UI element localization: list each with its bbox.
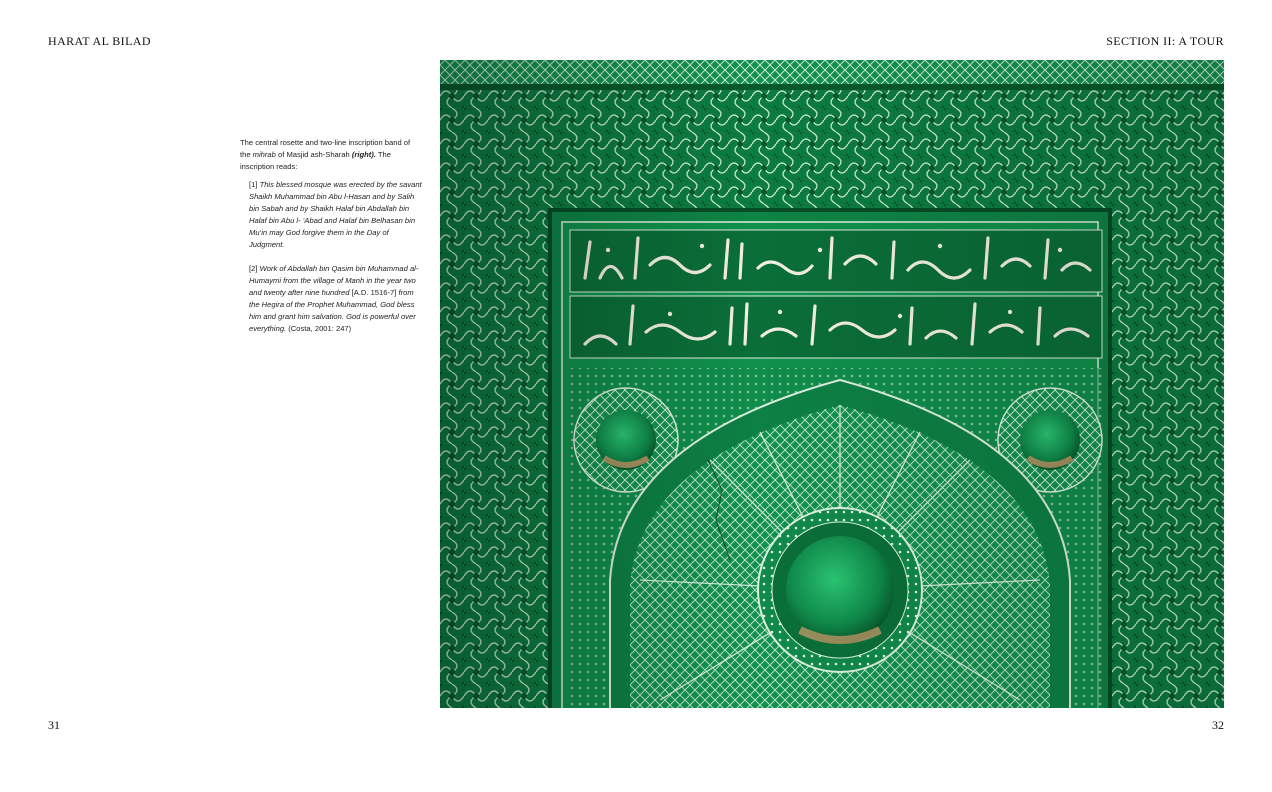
- page-number-right: 32: [1212, 718, 1224, 732]
- mihrab-photo: [440, 60, 1224, 708]
- photo-caption: [240, 137, 422, 347]
- inscription-line-2: [2] Work of Abdallah bin Qasim bin Muhammad al-Humaymi from the village of Manh in the year two and twenty after nine hundred [A.D. 1516-7] from the Hegira of the Prophet Muhammad, God bless him and grant him salvation. God is powerful over everything. (Costa, 2001: 247): [249, 264, 419, 333]
- page-number-left: 31: [48, 718, 60, 732]
- caption-intro: The central rosette and two-line inscription band of the mihrab of Masjid ash-Sharah (right). The inscription reads:: [240, 138, 411, 171]
- inscription-line-1: [1] This blessed mosque was erected by the savant Shaikh Muhammad bin Abu l-Hasan and by Salih bin Sabah and by Shaikh Halaf bin Abdallah bin Halaf bin Abu l- ‘Abad and Halaf bin Belhasan bin Mu‘in may God forgive them in the Day of Judgment.: [249, 180, 422, 249]
- running-head-left: HARAT AL BILAD: [48, 34, 151, 48]
- running-head-right: SECTION II: A TOUR: [1106, 34, 1224, 48]
